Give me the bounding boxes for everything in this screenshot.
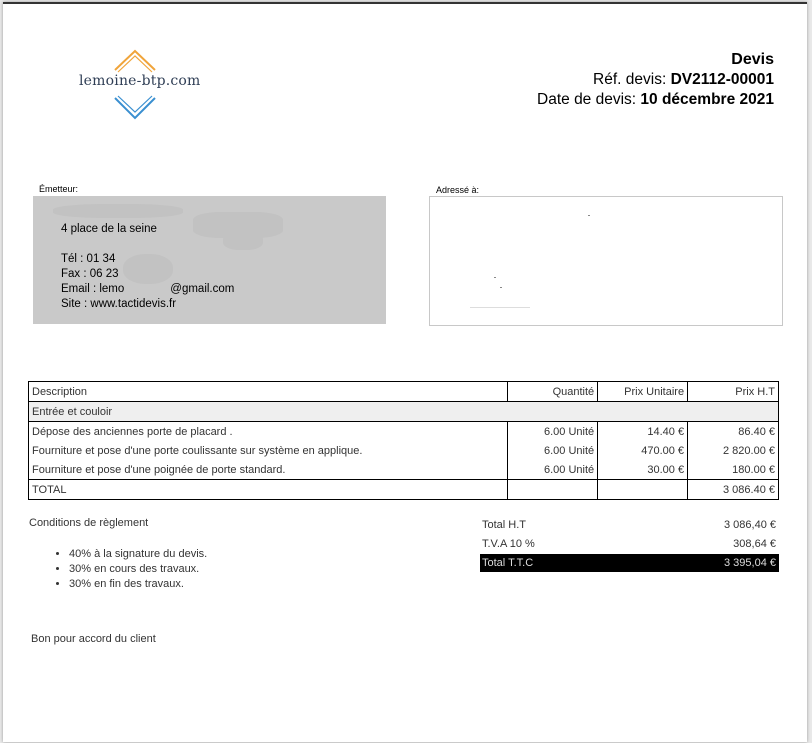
section-title: Entrée et couloir — [29, 402, 779, 422]
section-row — [29, 402, 779, 422]
sender-label: Émetteur: — [39, 184, 79, 194]
client-approval-label: Bon pour accord du client — [31, 633, 156, 645]
company-logo — [73, 48, 203, 122]
total-ht-row: Total H.T 3 086,40 € — [482, 519, 776, 531]
sender-email: Email : lemo @gmail.com — [61, 283, 235, 295]
list-item: • 30% en fin des travaux. — [69, 577, 207, 592]
col-header-price-ht: Prix H.T — [688, 382, 779, 402]
document-title: Devis — [731, 51, 774, 68]
quote-date: Date de devis: 10 décembre 2021 — [537, 91, 774, 108]
sender-site: Site : www.tactidevis.fr — [61, 298, 177, 310]
payment-conditions-list — [53, 547, 207, 592]
recipient-box — [429, 196, 783, 326]
list-item: • 30% en cours des travaux. — [69, 562, 207, 577]
list-item: • 40% à la signature du devis. — [69, 547, 207, 562]
col-header-unit-price: Prix Unitaire — [598, 382, 688, 402]
quote-reference: Réf. devis: DV2112-00001 — [593, 71, 774, 88]
sender-address: 4 place de la seine — [61, 223, 157, 235]
logo-text: lemoine-btp.com — [79, 73, 201, 89]
table-total-row — [29, 480, 779, 500]
col-header-quantity: Quantité — [508, 382, 598, 402]
table-row: Fourniture et pose d'une poignée de porte standard. 6.00 Unité 30.00 € 180.00 € — [29, 460, 779, 480]
col-header-description: Description — [29, 382, 508, 402]
table-header-row — [29, 382, 779, 402]
sender-phone: Tél : 01 34 — [61, 253, 116, 265]
quote-page — [3, 2, 807, 742]
table-row: Fourniture et pose d'une porte coulissante sur système en applique. 6.00 Unité 470.00 € 2 820.00 € — [29, 441, 779, 460]
total-value: 3 086.40 € — [688, 480, 779, 500]
sender-fax: Fax : 06 23 — [61, 268, 119, 280]
total-label: TOTAL — [29, 480, 508, 500]
quote-header — [537, 50, 774, 110]
table-row: Dépose des anciennes porte de placard . 6.00 Unité 14.40 € 86.40 € — [29, 422, 779, 442]
total-ttc-row: Total T.T.C 3 395,04 € — [480, 554, 779, 572]
items-table — [28, 381, 779, 500]
recipient-label: Adressé à: — [436, 185, 480, 195]
tva-row: T.V.A 10 % 308,64 € — [482, 538, 776, 550]
payment-conditions-title: Conditions de règlement — [29, 517, 149, 529]
redaction — [53, 204, 183, 218]
sender-details — [61, 222, 234, 312]
sender-box — [33, 196, 386, 324]
